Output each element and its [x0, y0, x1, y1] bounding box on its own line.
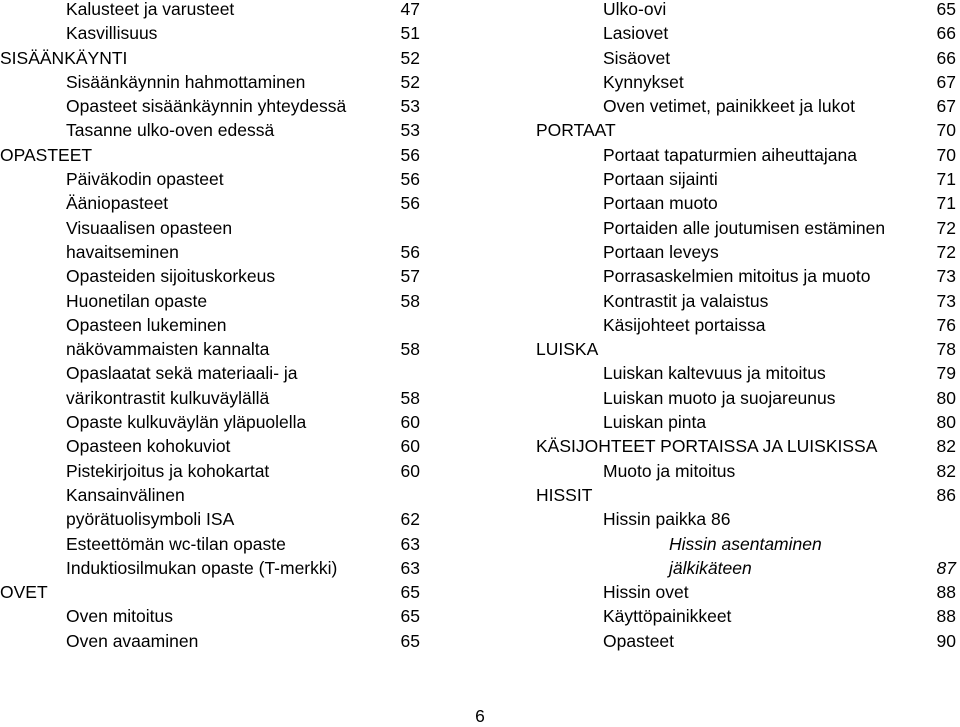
toc-entry-title: Muoto ja mitoitus — [603, 460, 736, 481]
toc-entry-page: 78 — [936, 339, 956, 360]
toc-entry-title: Portaan muoto — [603, 193, 718, 214]
toc-entry-title: Opasteen kohokuviot — [66, 436, 231, 457]
toc-entry-title: Huonetilan opaste — [66, 290, 208, 311]
toc-entry-page: 90 — [936, 630, 956, 651]
toc-left-column — [0, 0, 430, 656]
toc-entry — [536, 97, 960, 121]
toc-entry-page: 70 — [936, 120, 956, 141]
toc-entry — [536, 194, 960, 218]
toc-entry-title: Opasteiden sijoituskorkeus — [66, 266, 276, 287]
toc-entry-page: 67 — [936, 96, 956, 117]
toc-entry-title: KÄSIJOHTEET PORTAISSA JA LUISKISSA — [536, 436, 878, 457]
toc-entry-title: Kontrastit ja valaistus — [603, 290, 769, 311]
toc-entry-title: Portaan sijainti — [603, 169, 718, 190]
toc-entry-title: Sisäovet — [603, 47, 671, 68]
toc-entry-title: LUISKA — [536, 339, 599, 360]
toc-entry — [0, 607, 430, 631]
toc-entry-title: Käyttöpainikkeet — [603, 606, 732, 627]
toc-entry — [0, 437, 430, 461]
toc-entry — [536, 170, 960, 194]
toc-entry-page: 79 — [936, 363, 956, 384]
toc-entry-title: Kalusteet ja varusteet — [66, 0, 235, 19]
toc-entry — [536, 0, 960, 24]
toc-entry-page: 60 — [400, 412, 420, 433]
toc-entry — [0, 486, 430, 510]
toc-entry — [536, 292, 960, 316]
toc-entry — [0, 267, 430, 291]
toc-entry — [0, 24, 430, 48]
toc-entry-title: Induktiosilmukan opaste (T-merkki) — [66, 557, 338, 578]
toc-entry-page: 56 — [400, 169, 420, 190]
toc-entry-title: Tasanne ulko-oven edessä — [66, 120, 275, 141]
toc-entry-page: 56 — [400, 193, 420, 214]
toc-entry — [0, 170, 430, 194]
toc-entry — [536, 49, 960, 73]
toc-entry-title: Visuaalisen opasteen — [66, 217, 233, 238]
toc-entry-page: 63 — [400, 557, 420, 578]
toc-entry-title: Luiskan pinta — [603, 412, 707, 433]
toc-entry — [0, 559, 430, 583]
toc-entry-page: 53 — [400, 120, 420, 141]
toc-entry-title: Opaslaatat sekä materiaali- ja — [66, 363, 298, 384]
toc-entry-page: 65 — [400, 582, 420, 603]
toc-entry-title: Lasiovet — [603, 23, 669, 44]
toc-right-column — [536, 0, 960, 656]
toc-entry-page: 72 — [936, 217, 956, 238]
toc-entry-title: Käsijohteet portaissa — [603, 314, 766, 335]
toc-entry — [0, 364, 430, 388]
toc-entry-title: SISÄÄNKÄYNTI — [0, 47, 128, 68]
toc-entry-title: Esteettömän wc-tilan opaste — [66, 533, 286, 554]
toc-entry-page: 72 — [936, 241, 956, 262]
toc-entry — [536, 389, 960, 413]
toc-entry-page: 52 — [400, 71, 420, 92]
toc-entry-title: jälkikäteen — [669, 557, 752, 578]
toc-entry-title: Hissin paikka 86 — [603, 509, 731, 530]
toc-entry-title: Oven vetimet, painikkeet ja lukot — [603, 96, 855, 117]
toc-section-heading — [0, 49, 430, 73]
toc-entry-title: Kansainvälinen — [66, 484, 185, 505]
toc-entry-page: 65 — [400, 630, 420, 651]
toc-entry — [536, 316, 960, 340]
toc-entry-page: 71 — [936, 193, 956, 214]
toc-entry-page: 58 — [400, 290, 420, 311]
toc-entry — [536, 413, 960, 437]
toc-entry-title: Porrasaskelmien mitoitus ja muoto — [603, 266, 871, 287]
toc-entry-title: Opasteet sisäänkäynnin yhteydessä — [66, 96, 347, 117]
toc-entry-title: näkövammaisten kannalta — [66, 339, 270, 360]
toc-entry-title: Luiskan muoto ja suojareunus — [603, 387, 836, 408]
toc-entry-page: 58 — [400, 339, 420, 360]
toc-entry-title: HISSIT — [536, 484, 593, 505]
toc-section-heading — [536, 340, 960, 364]
toc-entry — [536, 510, 960, 534]
toc-entry-page: 60 — [400, 460, 420, 481]
toc-entry-title: Portaat tapaturmien aiheuttajana — [603, 144, 857, 165]
toc-entry — [536, 267, 960, 291]
toc-entry-page: 53 — [400, 96, 420, 117]
toc-entry-title: Opasteen lukeminen — [66, 314, 227, 335]
toc-entry-page: 52 — [400, 47, 420, 68]
toc-entry-title: Kynnykset — [603, 71, 684, 92]
toc-entry-page: 76 — [936, 314, 956, 335]
toc-entry — [0, 535, 430, 559]
toc-entry — [536, 632, 960, 656]
toc-entry-title: Päiväkodin opasteet — [66, 169, 224, 190]
toc-entry-title: Hissin ovet — [603, 582, 689, 603]
toc-entry — [0, 121, 430, 145]
toc-entry-title: Sisäänkäynnin hahmottaminen — [66, 71, 306, 92]
toc-entry-page: 65 — [936, 0, 956, 19]
toc-entry — [0, 73, 430, 97]
toc-entry — [536, 73, 960, 97]
toc-entry-page: 58 — [400, 387, 420, 408]
toc-entry — [0, 292, 430, 316]
toc-entry — [0, 632, 430, 656]
toc-entry — [0, 389, 430, 413]
toc-entry-page: 67 — [936, 71, 956, 92]
toc-entry-title: pyörätuolisymboli ISA — [66, 509, 235, 530]
toc-section-heading — [536, 486, 960, 510]
toc-entry — [0, 0, 430, 24]
toc-entry-page: 66 — [936, 47, 956, 68]
toc-entry-title: Ääniopasteet — [66, 193, 169, 214]
toc-entry-page: 88 — [936, 606, 956, 627]
toc-entry-page: 56 — [400, 144, 420, 165]
toc-entry — [536, 559, 960, 583]
toc-entry — [0, 316, 430, 340]
toc-entry-page: 73 — [936, 290, 956, 311]
toc-entry — [536, 219, 960, 243]
toc-entry-page: 51 — [400, 23, 420, 44]
toc-entry — [0, 462, 430, 486]
toc-entry-page: 82 — [936, 436, 956, 457]
toc-entry-title: Luiskan kaltevuus ja mitoitus — [603, 363, 826, 384]
toc-entry — [536, 24, 960, 48]
toc-entry-title: Portaiden alle joutumisen estäminen — [603, 217, 886, 238]
toc-section-heading — [0, 146, 430, 170]
page-number: 6 — [475, 706, 485, 726]
toc-entry — [536, 607, 960, 631]
toc-entry-page: 80 — [936, 387, 956, 408]
toc-entry — [0, 219, 430, 243]
toc-entry-page: 73 — [936, 266, 956, 287]
toc-entry-page: 71 — [936, 169, 956, 190]
toc-entry — [536, 535, 960, 559]
toc-entry-page: 47 — [400, 0, 420, 19]
toc-entry-page: 86 — [936, 484, 956, 505]
toc-entry-title: havaitseminen — [66, 241, 179, 262]
toc-entry — [0, 340, 430, 364]
toc-entry — [536, 146, 960, 170]
toc-entry-title: OPASTEET — [0, 144, 93, 165]
toc-entry-page: 63 — [400, 533, 420, 554]
toc-entry-page: 62 — [400, 509, 420, 530]
toc-entry-title: Ulko-ovi — [603, 0, 667, 19]
toc-entry-page: 65 — [400, 606, 420, 627]
toc-entry-title: OVET — [0, 582, 48, 603]
toc-entry-page: 60 — [400, 436, 420, 457]
toc-section-heading — [0, 583, 430, 607]
toc-entry — [536, 243, 960, 267]
toc-entry-title: Kasvillisuus — [66, 23, 158, 44]
toc-entry-title: Opasteet — [603, 630, 675, 651]
toc-entry-page: 56 — [400, 241, 420, 262]
toc-entry-page: 80 — [936, 412, 956, 433]
toc-entry-title: värikontrastit kulkuväylällä — [66, 387, 270, 408]
toc-entry-title: Oven mitoitus — [66, 606, 173, 627]
toc-entry-title: Oven avaaminen — [66, 630, 199, 651]
toc-entry-page: 66 — [936, 23, 956, 44]
toc-entry-title: Portaan leveys — [603, 241, 719, 262]
toc-section-heading — [536, 121, 960, 145]
toc-entry — [0, 510, 430, 534]
toc-entry — [536, 462, 960, 486]
toc-entry — [0, 194, 430, 218]
toc-section-heading — [536, 437, 960, 461]
toc-entry-title: Opaste kulkuväylän yläpuolella — [66, 412, 307, 433]
toc-entry — [0, 97, 430, 121]
toc-entry — [0, 243, 430, 267]
toc-entry-page: 87 — [936, 557, 956, 578]
toc-entry — [536, 583, 960, 607]
toc-entry-page: 82 — [936, 460, 956, 481]
toc-entry — [0, 413, 430, 437]
toc-entry-title: Pistekirjoitus ja kohokartat — [66, 460, 270, 481]
toc-entry-title: Hissin asentaminen — [669, 533, 822, 554]
toc-entry-page: 57 — [400, 266, 420, 287]
toc-entry-page: 88 — [936, 582, 956, 603]
toc-entry-title: PORTAAT — [536, 120, 616, 141]
toc-entry — [536, 364, 960, 388]
toc-entry-page: 70 — [936, 144, 956, 165]
